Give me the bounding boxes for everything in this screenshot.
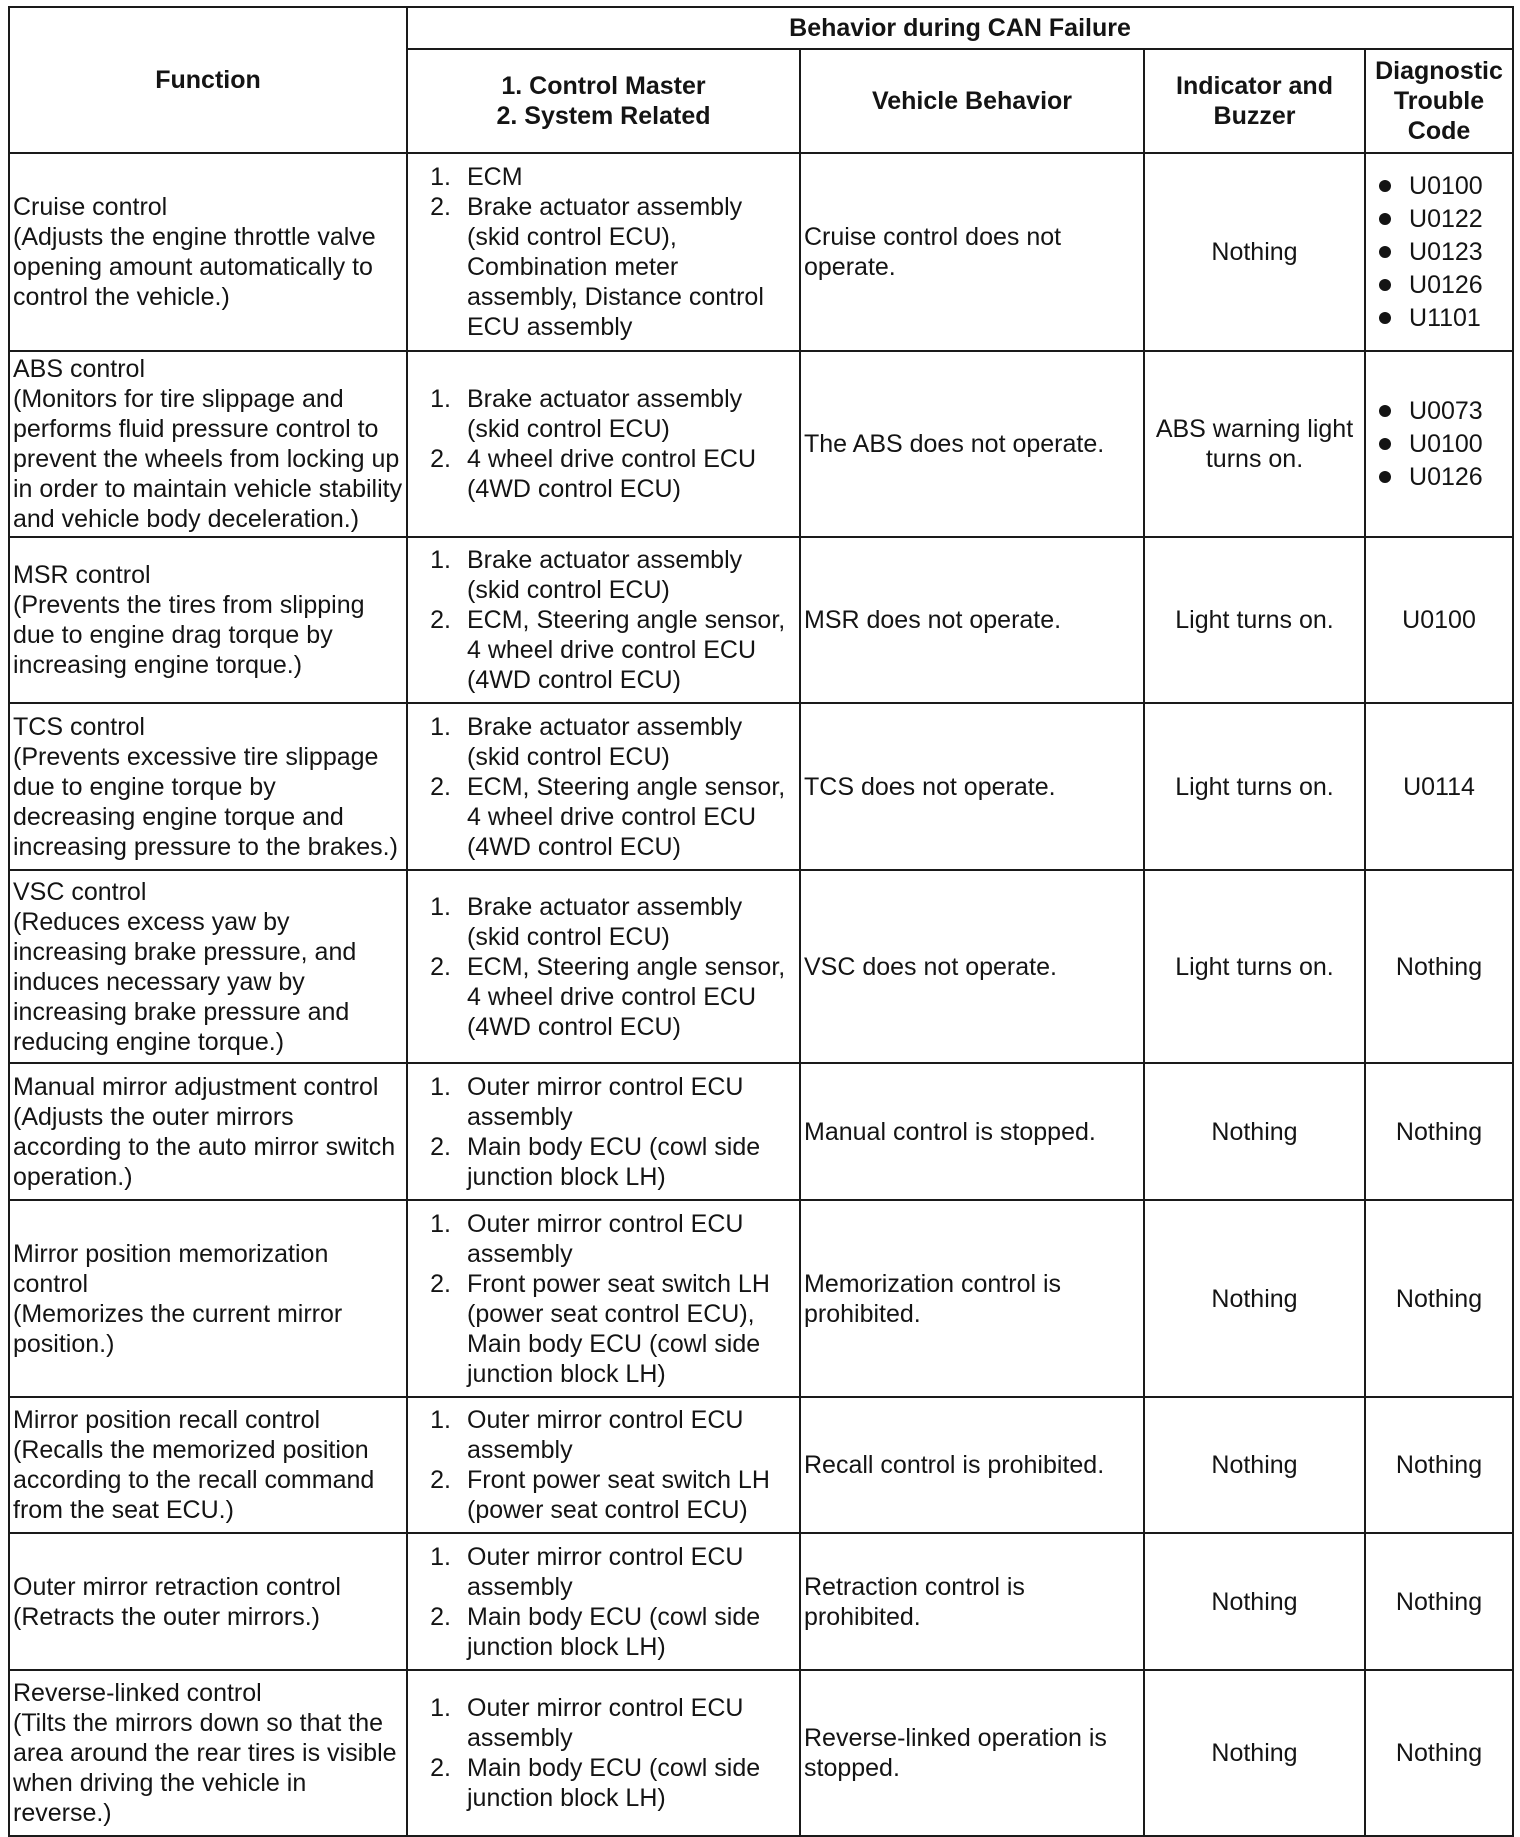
dtc-code: U0100	[1409, 171, 1483, 200]
function-cell	[9, 1063, 407, 1200]
behavior-line: operate.	[804, 253, 896, 281]
dtc-code: Nothing	[1395, 1587, 1483, 1616]
indicator-cell	[1144, 351, 1365, 537]
control-master-item	[411, 952, 796, 1042]
behavior-line: VSC does not operate.	[804, 952, 1057, 981]
dtc-cell	[1365, 1397, 1513, 1533]
bullet-icon	[1379, 246, 1391, 258]
function-line: (Prevents excessive tire slippage	[13, 742, 379, 771]
dtc-code: U0122	[1409, 204, 1483, 233]
item-line: ECM, Steering angle sensor,	[467, 606, 786, 634]
bullet-icon	[1379, 312, 1391, 324]
header-system-related-line: 2. System Related	[496, 102, 711, 130]
item-line: junction block LH)	[467, 1162, 666, 1191]
function-line: MSR control	[13, 561, 151, 589]
item-line: Main body ECU (cowl side	[467, 1754, 761, 1782]
dtc-item	[1379, 170, 1499, 203]
dtc-item	[1379, 461, 1499, 494]
control-master-item	[411, 1072, 796, 1132]
function-line: due to engine torque by	[13, 772, 276, 801]
item-line: (4WD control ECU)	[467, 1012, 681, 1041]
item-number: 2.	[430, 1269, 451, 1298]
function-line: TCS control	[13, 712, 145, 741]
function-line: increasing pressure to the brakes.)	[13, 832, 398, 861]
function-line: Mirror position memorization	[13, 1239, 329, 1268]
dtc-code: Nothing	[1395, 1117, 1483, 1146]
indicator-cell	[1144, 1670, 1365, 1836]
indicator-line: Nothing	[1211, 1117, 1298, 1146]
function-cell	[9, 1397, 407, 1533]
control-master-list	[411, 545, 796, 695]
table-body	[9, 153, 1513, 1836]
function-line: Cruise control	[13, 193, 168, 221]
control-master-item	[411, 1602, 796, 1662]
function-line: according to the recall command	[13, 1466, 375, 1494]
item-text	[467, 1693, 796, 1753]
indicator-cell	[1144, 153, 1365, 351]
dtc-code: U1101	[1409, 303, 1481, 332]
control-master-item	[411, 162, 796, 192]
behavior-line: stopped.	[804, 1754, 900, 1782]
function-line: ABS control	[13, 355, 146, 383]
header-indicator-line: Buzzer	[1213, 102, 1296, 130]
item-text	[467, 1542, 796, 1602]
behavior-line: prohibited.	[804, 1602, 921, 1631]
item-text	[467, 162, 796, 192]
item-line: ECM, Steering angle sensor,	[467, 772, 786, 801]
item-line: 4 wheel drive control ECU	[467, 982, 757, 1011]
behavior-line: Cruise control does not	[804, 223, 1062, 251]
item-number: 2.	[430, 1754, 451, 1782]
indicator-line: Nothing	[1211, 1284, 1298, 1313]
function-line: and vehicle body deceleration.)	[13, 505, 360, 533]
control-master-cell	[407, 1397, 800, 1533]
item-text	[467, 384, 796, 444]
can-failure-table	[8, 6, 1514, 1837]
function-line: VSC control	[13, 877, 147, 906]
item-line: Brake actuator assembly	[467, 385, 743, 413]
item-text	[467, 1602, 796, 1662]
table-row	[9, 1533, 1513, 1670]
function-line: (Recalls the memorized position	[13, 1436, 369, 1464]
function-line: from the seat ECU.)	[13, 1496, 234, 1524]
control-master-item	[411, 1132, 796, 1192]
indicator-cell	[1144, 703, 1365, 870]
control-master-item	[411, 192, 796, 342]
dtc-item	[1379, 269, 1499, 302]
item-line: Outer mirror control ECU	[467, 1209, 744, 1238]
item-text	[467, 192, 796, 342]
item-text	[467, 1269, 796, 1389]
item-line: (skid control ECU)	[467, 922, 670, 951]
function-cell	[9, 870, 407, 1063]
function-cell	[9, 703, 407, 870]
dtc-item	[1379, 428, 1499, 461]
function-line: in order to maintain vehicle stability	[13, 475, 403, 503]
dtc-cell	[1365, 351, 1513, 537]
item-text	[467, 1132, 796, 1192]
dtc-item	[1379, 302, 1499, 335]
vehicle-behavior-cell	[800, 1397, 1144, 1533]
item-number: 2.	[430, 606, 451, 634]
indicator-line: Light turns on.	[1175, 606, 1334, 634]
bullet-icon	[1379, 438, 1391, 450]
control-master-item	[411, 1753, 796, 1813]
item-text	[467, 1072, 796, 1132]
item-number: 1.	[430, 892, 451, 921]
bullet-icon	[1379, 180, 1391, 192]
function-line: performs fluid pressure control to	[13, 415, 379, 443]
item-line: assembly	[467, 1572, 573, 1601]
control-master-item	[411, 1693, 796, 1753]
item-line: (skid control ECU)	[467, 576, 670, 604]
header-dtc-line: Code	[1407, 117, 1471, 145]
vehicle-behavior-cell	[800, 1533, 1144, 1670]
control-master-item	[411, 892, 796, 952]
control-master-item	[411, 1269, 796, 1389]
control-master-cell	[407, 1670, 800, 1836]
indicator-cell	[1144, 1397, 1365, 1533]
function-line: induces necessary yaw by	[13, 967, 305, 996]
function-line: position.)	[13, 1329, 115, 1358]
control-master-item	[411, 384, 796, 444]
bullet-icon	[1379, 405, 1391, 417]
function-line: control the vehicle.)	[13, 283, 230, 311]
behavior-line: Memorization control is	[804, 1269, 1062, 1298]
item-text	[467, 772, 796, 862]
item-number: 1.	[430, 1694, 451, 1722]
function-line: increasing brake pressure, and	[13, 937, 357, 966]
dtc-code: Nothing	[1395, 1451, 1483, 1479]
function-line: (Retracts the outer mirrors.)	[13, 1602, 321, 1631]
dtc-cell	[1365, 537, 1513, 703]
function-line: prevent the wheels from locking up	[13, 445, 400, 473]
item-line: ECM, Steering angle sensor,	[467, 952, 786, 981]
function-line: reverse.)	[13, 1799, 112, 1827]
item-text	[467, 605, 796, 695]
function-line: Manual mirror adjustment control	[13, 1072, 379, 1101]
header-function: Function	[9, 7, 407, 153]
control-master-item	[411, 712, 796, 772]
item-number: 2.	[430, 952, 451, 981]
control-master-item	[411, 1465, 796, 1525]
item-line: Main body ECU (cowl side	[467, 1602, 761, 1631]
dtc-list	[1379, 395, 1499, 494]
table-row	[9, 351, 1513, 537]
function-line: increasing brake pressure and	[13, 997, 350, 1026]
indicator-line: Nothing	[1211, 1587, 1298, 1616]
dtc-cell	[1365, 1063, 1513, 1200]
dtc-item	[1379, 395, 1499, 428]
item-number: 2.	[430, 193, 451, 221]
item-number: 2.	[430, 1466, 451, 1494]
control-master-cell	[407, 537, 800, 703]
table-row	[9, 1670, 1513, 1836]
function-cell	[9, 351, 407, 537]
item-number: 2.	[430, 445, 451, 473]
vehicle-behavior-cell	[800, 1200, 1144, 1397]
item-line: (skid control ECU),	[467, 223, 677, 251]
function-cell	[9, 1670, 407, 1836]
indicator-line: Nothing	[1211, 1451, 1298, 1479]
item-line: (skid control ECU)	[467, 415, 670, 443]
bullet-icon	[1379, 279, 1391, 291]
control-master-list	[411, 1405, 796, 1525]
item-line: assembly	[467, 1724, 573, 1752]
function-line: decreasing engine torque and	[13, 802, 344, 831]
behavior-line: prohibited.	[804, 1299, 921, 1328]
item-line: 4 wheel drive control ECU	[467, 802, 757, 831]
function-cell	[9, 537, 407, 703]
dtc-code: U0126	[1409, 462, 1483, 491]
item-number: 2.	[430, 1132, 451, 1161]
control-master-item	[411, 605, 796, 695]
function-line: Outer mirror retraction control	[13, 1572, 341, 1601]
header-indicator-line: Indicator and	[1176, 72, 1333, 100]
function-line: when driving the vehicle in	[13, 1769, 307, 1797]
item-line: Brake actuator assembly	[467, 546, 743, 574]
indicator-cell	[1144, 1533, 1365, 1670]
item-text	[467, 1753, 796, 1813]
item-line: (skid control ECU)	[467, 742, 670, 771]
item-text	[467, 1405, 796, 1465]
indicator-line: Nothing	[1211, 1739, 1298, 1767]
function-line: area around the rear tires is visible	[13, 1739, 397, 1767]
function-line: reducing engine torque.)	[13, 1027, 285, 1056]
item-text	[467, 1465, 796, 1525]
table-row	[9, 703, 1513, 870]
item-line: Main body ECU (cowl side	[467, 1329, 761, 1358]
dtc-code: U0123	[1409, 237, 1483, 266]
dtc-code: U0100	[1409, 429, 1483, 458]
item-line: assembly, Distance control	[467, 283, 764, 311]
item-line: Outer mirror control ECU	[467, 1694, 744, 1722]
item-line: Front power seat switch LH	[467, 1466, 770, 1494]
control-master-item	[411, 444, 796, 504]
dtc-cell	[1365, 1670, 1513, 1836]
item-line: 4 wheel drive control ECU	[467, 636, 757, 664]
table-row	[9, 870, 1513, 1063]
control-master-list	[411, 1209, 796, 1389]
control-master-cell	[407, 351, 800, 537]
item-line: assembly	[467, 1239, 573, 1268]
item-line: (power seat control ECU),	[467, 1299, 755, 1328]
item-line: 4 wheel drive control ECU	[467, 445, 757, 473]
function-line: control	[13, 1269, 89, 1298]
item-number: 1.	[430, 1209, 451, 1238]
control-master-list	[411, 712, 796, 862]
function-line: (Monitors for tire slippage and	[13, 385, 344, 413]
item-line: Brake actuator assembly	[467, 193, 743, 221]
indicator-line: turns on.	[1205, 445, 1304, 473]
indicator-cell	[1144, 1200, 1365, 1397]
control-master-item	[411, 1405, 796, 1465]
vehicle-behavior-cell	[800, 351, 1144, 537]
item-text	[467, 444, 796, 504]
item-line: Main body ECU (cowl side	[467, 1132, 761, 1161]
indicator-cell	[1144, 1063, 1365, 1200]
control-master-item	[411, 545, 796, 605]
item-line: (power seat control ECU)	[467, 1496, 748, 1524]
table-row	[9, 537, 1513, 703]
control-master-cell	[407, 870, 800, 1063]
control-master-list	[411, 1072, 796, 1192]
function-line: (Reduces excess yaw by	[13, 907, 290, 936]
indicator-cell	[1144, 870, 1365, 1063]
item-line: junction block LH)	[467, 1632, 666, 1661]
item-number: 1.	[430, 712, 451, 741]
item-text	[467, 892, 796, 952]
behavior-line: The ABS does not operate.	[804, 430, 1105, 458]
item-number: 1.	[430, 546, 451, 574]
indicator-line: ABS warning light	[1155, 415, 1354, 443]
header-dtc	[1365, 49, 1513, 153]
function-line: due to engine drag torque by	[13, 621, 333, 649]
item-number: 1.	[430, 1406, 451, 1434]
dtc-list	[1379, 170, 1499, 335]
table-row	[9, 1200, 1513, 1397]
indicator-line: Nothing	[1211, 238, 1298, 266]
behavior-line: Reverse-linked operation is	[804, 1724, 1107, 1752]
bullet-icon	[1379, 213, 1391, 225]
dtc-code: U0126	[1409, 270, 1483, 299]
item-line: Outer mirror control ECU	[467, 1072, 744, 1101]
dtc-cell	[1365, 870, 1513, 1063]
control-master-list	[411, 892, 796, 1042]
table-row	[9, 1397, 1513, 1533]
header-control-master-line: 1. Control Master	[501, 72, 706, 100]
vehicle-behavior-cell	[800, 870, 1144, 1063]
control-master-item	[411, 1542, 796, 1602]
function-line: (Prevents the tires from slipping	[13, 591, 365, 619]
item-line: assembly	[467, 1102, 573, 1131]
item-line: Outer mirror control ECU	[467, 1542, 744, 1571]
dtc-code: U0100	[1402, 606, 1476, 634]
item-number: 1.	[430, 385, 451, 413]
item-text	[467, 712, 796, 772]
item-line: junction block LH)	[467, 1359, 666, 1388]
behavior-line: Recall control is prohibited.	[804, 1451, 1105, 1479]
dtc-code: Nothing	[1395, 1284, 1483, 1313]
function-line: opening amount automatically to	[13, 253, 373, 281]
dtc-code: Nothing	[1395, 952, 1483, 981]
dtc-code: Nothing	[1395, 1739, 1483, 1767]
item-number: 1.	[430, 1542, 451, 1571]
behavior-line: Manual control is stopped.	[804, 1117, 1096, 1146]
control-master-cell	[407, 1063, 800, 1200]
item-number: 1.	[430, 163, 451, 191]
control-master-item	[411, 772, 796, 862]
dtc-cell	[1365, 703, 1513, 870]
control-master-item	[411, 1209, 796, 1269]
item-line: ECM	[467, 163, 523, 191]
header-behavior-group: Behavior during CAN Failure	[407, 7, 1513, 49]
behavior-line: TCS does not operate.	[804, 772, 1056, 801]
item-line: Front power seat switch LH	[467, 1269, 770, 1298]
item-line: (4WD control ECU)	[467, 666, 681, 694]
header-dtc-line: Diagnostic	[1375, 57, 1503, 85]
indicator-line: Light turns on.	[1175, 772, 1334, 801]
dtc-cell	[1365, 153, 1513, 351]
table-header	[9, 7, 1513, 153]
function-line: (Tilts the mirrors down so that the	[13, 1709, 384, 1737]
header-control-master	[407, 49, 800, 153]
vehicle-behavior-cell	[800, 1063, 1144, 1200]
dtc-code: U0073	[1409, 396, 1483, 425]
function-line: (Adjusts the engine throttle valve	[13, 223, 376, 251]
indicator-line: Light turns on.	[1175, 952, 1334, 981]
table-row	[9, 1063, 1513, 1200]
behavior-line: MSR does not operate.	[804, 606, 1062, 634]
item-line: Brake actuator assembly	[467, 892, 743, 921]
item-line: Brake actuator assembly	[467, 712, 743, 741]
control-master-cell	[407, 703, 800, 870]
function-cell	[9, 153, 407, 351]
header-vehicle-behavior: Vehicle Behavior	[800, 49, 1144, 153]
function-cell	[9, 1200, 407, 1397]
control-master-list	[411, 162, 796, 342]
item-number: 2.	[430, 772, 451, 801]
dtc-cell	[1365, 1200, 1513, 1397]
control-master-list	[411, 1693, 796, 1813]
dtc-item	[1379, 236, 1499, 269]
item-number: 1.	[430, 1072, 451, 1101]
control-master-cell	[407, 153, 800, 351]
vehicle-behavior-cell	[800, 537, 1144, 703]
control-master-cell	[407, 1200, 800, 1397]
item-line: Outer mirror control ECU	[467, 1406, 744, 1434]
control-master-list	[411, 1542, 796, 1662]
document-page	[8, 6, 1512, 1827]
dtc-item	[1379, 203, 1499, 236]
header-indicator	[1144, 49, 1365, 153]
item-text	[467, 1209, 796, 1269]
vehicle-behavior-cell	[800, 1670, 1144, 1836]
control-master-cell	[407, 1533, 800, 1670]
item-line: Combination meter	[467, 253, 679, 281]
function-cell	[9, 1533, 407, 1670]
item-line: (4WD control ECU)	[467, 475, 681, 503]
function-line: (Adjusts the outer mirrors	[13, 1102, 294, 1131]
item-line: ECU assembly	[467, 313, 633, 341]
item-line: junction block LH)	[467, 1784, 666, 1812]
dtc-cell	[1365, 1533, 1513, 1670]
control-master-list	[411, 384, 796, 504]
behavior-line: Retraction control is	[804, 1572, 1025, 1601]
header-dtc-line: Trouble	[1393, 87, 1485, 115]
function-line: increasing engine torque.)	[13, 651, 303, 679]
item-text	[467, 545, 796, 605]
function-line: (Memorizes the current mirror	[13, 1299, 343, 1328]
item-line: (4WD control ECU)	[467, 832, 681, 861]
function-line: according to the auto mirror switch	[13, 1132, 396, 1161]
item-line: assembly	[467, 1436, 573, 1464]
function-line: Mirror position recall control	[13, 1406, 321, 1434]
item-text	[467, 952, 796, 1042]
table-row	[9, 153, 1513, 351]
item-number: 2.	[430, 1602, 451, 1631]
function-line: Reverse-linked control	[13, 1679, 262, 1707]
bullet-icon	[1379, 471, 1391, 483]
indicator-cell	[1144, 537, 1365, 703]
vehicle-behavior-cell	[800, 153, 1144, 351]
function-line: operation.)	[13, 1162, 133, 1191]
vehicle-behavior-cell	[800, 703, 1144, 870]
dtc-code: U0114	[1403, 772, 1475, 801]
